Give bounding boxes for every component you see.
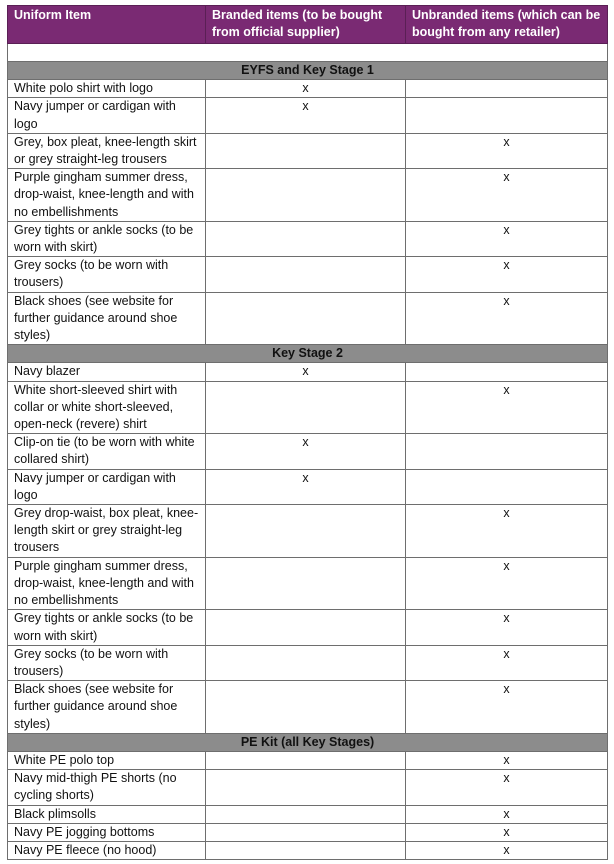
uniform-item-cell: Navy blazer [8, 363, 206, 381]
unbranded-mark-cell [406, 469, 608, 504]
unbranded-mark-cell: x [406, 257, 608, 292]
unbranded-mark-cell [406, 98, 608, 133]
branded-mark-cell [206, 557, 406, 610]
table-row [8, 381, 608, 434]
uniform-item-cell: Navy PE jogging bottoms [8, 823, 206, 841]
branded-mark-cell: x [206, 363, 406, 381]
section-title: PE Kit (all Key Stages) [8, 733, 608, 751]
unbranded-mark-cell: x [406, 133, 608, 168]
table-row [8, 770, 608, 805]
uniform-item-cell: White PE polo top [8, 751, 206, 769]
uniform-item-cell: Purple gingham summer dress, drop-waist, knee-length and with no embellishments [8, 169, 206, 222]
branded-mark-cell [206, 292, 406, 345]
table-row [8, 363, 608, 381]
branded-mark-cell [206, 823, 406, 841]
table-row [8, 221, 608, 256]
blank-cell [8, 44, 608, 62]
uniform-item-cell: Navy mid-thigh PE shorts (no cycling shorts) [8, 770, 206, 805]
unbranded-mark-cell: x [406, 169, 608, 222]
table-row [8, 805, 608, 823]
table-row [8, 557, 608, 610]
section-title: EYFS and Key Stage 1 [8, 62, 608, 80]
uniform-item-cell: Grey socks (to be worn with trousers) [8, 645, 206, 680]
uniform-item-cell: Grey drop-waist, box pleat, knee-length skirt or grey straight-leg trousers [8, 505, 206, 558]
uniform-item-cell: Navy PE fleece (no hood) [8, 841, 206, 859]
table-row [8, 169, 608, 222]
header-unbranded: Unbranded items (which can be bought from any retailer) [406, 6, 608, 44]
table-row [8, 469, 608, 504]
header-uniform-item: Uniform Item [8, 6, 206, 44]
table-row [8, 434, 608, 469]
branded-mark-cell [206, 257, 406, 292]
branded-mark-cell [206, 169, 406, 222]
uniform-item-cell: Clip-on tie (to be worn with white collared shirt) [8, 434, 206, 469]
table-row [8, 292, 608, 345]
table-row [8, 257, 608, 292]
branded-mark-cell [206, 751, 406, 769]
unbranded-mark-cell: x [406, 221, 608, 256]
branded-mark-cell [206, 645, 406, 680]
uniform-item-cell: Black shoes (see website for further guidance around shoe styles) [8, 292, 206, 345]
table-body [8, 44, 608, 860]
section-row [8, 345, 608, 363]
header-branded: Branded items (to be bought from official supplier) [206, 6, 406, 44]
table-row [8, 823, 608, 841]
unbranded-mark-cell: x [406, 610, 608, 645]
uniform-item-cell: Purple gingham summer dress, drop-waist, knee-length and with no embellishments [8, 557, 206, 610]
unbranded-mark-cell: x [406, 841, 608, 859]
branded-mark-cell: x [206, 469, 406, 504]
branded-mark-cell [206, 381, 406, 434]
table-row [8, 80, 608, 98]
table-row [8, 133, 608, 168]
uniform-item-cell: Navy jumper or cardigan with logo [8, 469, 206, 504]
unbranded-mark-cell: x [406, 645, 608, 680]
unbranded-mark-cell: x [406, 381, 608, 434]
branded-mark-cell [206, 505, 406, 558]
branded-mark-cell [206, 610, 406, 645]
table-header [8, 6, 608, 44]
section-row [8, 733, 608, 751]
branded-mark-cell [206, 770, 406, 805]
unbranded-mark-cell [406, 363, 608, 381]
uniform-item-cell: Grey socks (to be worn with trousers) [8, 257, 206, 292]
header-row [8, 6, 608, 44]
table-row [8, 751, 608, 769]
table-row [8, 98, 608, 133]
branded-mark-cell: x [206, 434, 406, 469]
table-row [8, 645, 608, 680]
uniform-item-cell: White short-sleeved shirt with collar or white short-sleeved, open-neck (revere) shirt [8, 381, 206, 434]
table-row [8, 505, 608, 558]
branded-mark-cell: x [206, 80, 406, 98]
unbranded-mark-cell: x [406, 681, 608, 734]
table-row [8, 681, 608, 734]
uniform-table [7, 5, 608, 860]
unbranded-mark-cell: x [406, 505, 608, 558]
branded-mark-cell: x [206, 98, 406, 133]
uniform-item-cell: White polo shirt with logo [8, 80, 206, 98]
branded-mark-cell [206, 681, 406, 734]
branded-mark-cell [206, 221, 406, 256]
branded-mark-cell [206, 133, 406, 168]
uniform-item-cell: Navy jumper or cardigan with logo [8, 98, 206, 133]
unbranded-mark-cell: x [406, 751, 608, 769]
blank-row [8, 44, 608, 62]
uniform-item-cell: Grey, box pleat, knee-length skirt or grey straight-leg trousers [8, 133, 206, 168]
uniform-item-cell: Grey tights or ankle socks (to be worn with skirt) [8, 221, 206, 256]
section-title: Key Stage 2 [8, 345, 608, 363]
table-row [8, 610, 608, 645]
section-row [8, 62, 608, 80]
unbranded-mark-cell [406, 434, 608, 469]
table-row [8, 841, 608, 859]
unbranded-mark-cell: x [406, 805, 608, 823]
uniform-item-cell: Black plimsolls [8, 805, 206, 823]
unbranded-mark-cell: x [406, 292, 608, 345]
branded-mark-cell [206, 805, 406, 823]
unbranded-mark-cell [406, 80, 608, 98]
uniform-item-cell: Black shoes (see website for further guidance around shoe styles) [8, 681, 206, 734]
unbranded-mark-cell: x [406, 823, 608, 841]
unbranded-mark-cell: x [406, 557, 608, 610]
branded-mark-cell [206, 841, 406, 859]
uniform-item-cell: Grey tights or ankle socks (to be worn with skirt) [8, 610, 206, 645]
unbranded-mark-cell: x [406, 770, 608, 805]
